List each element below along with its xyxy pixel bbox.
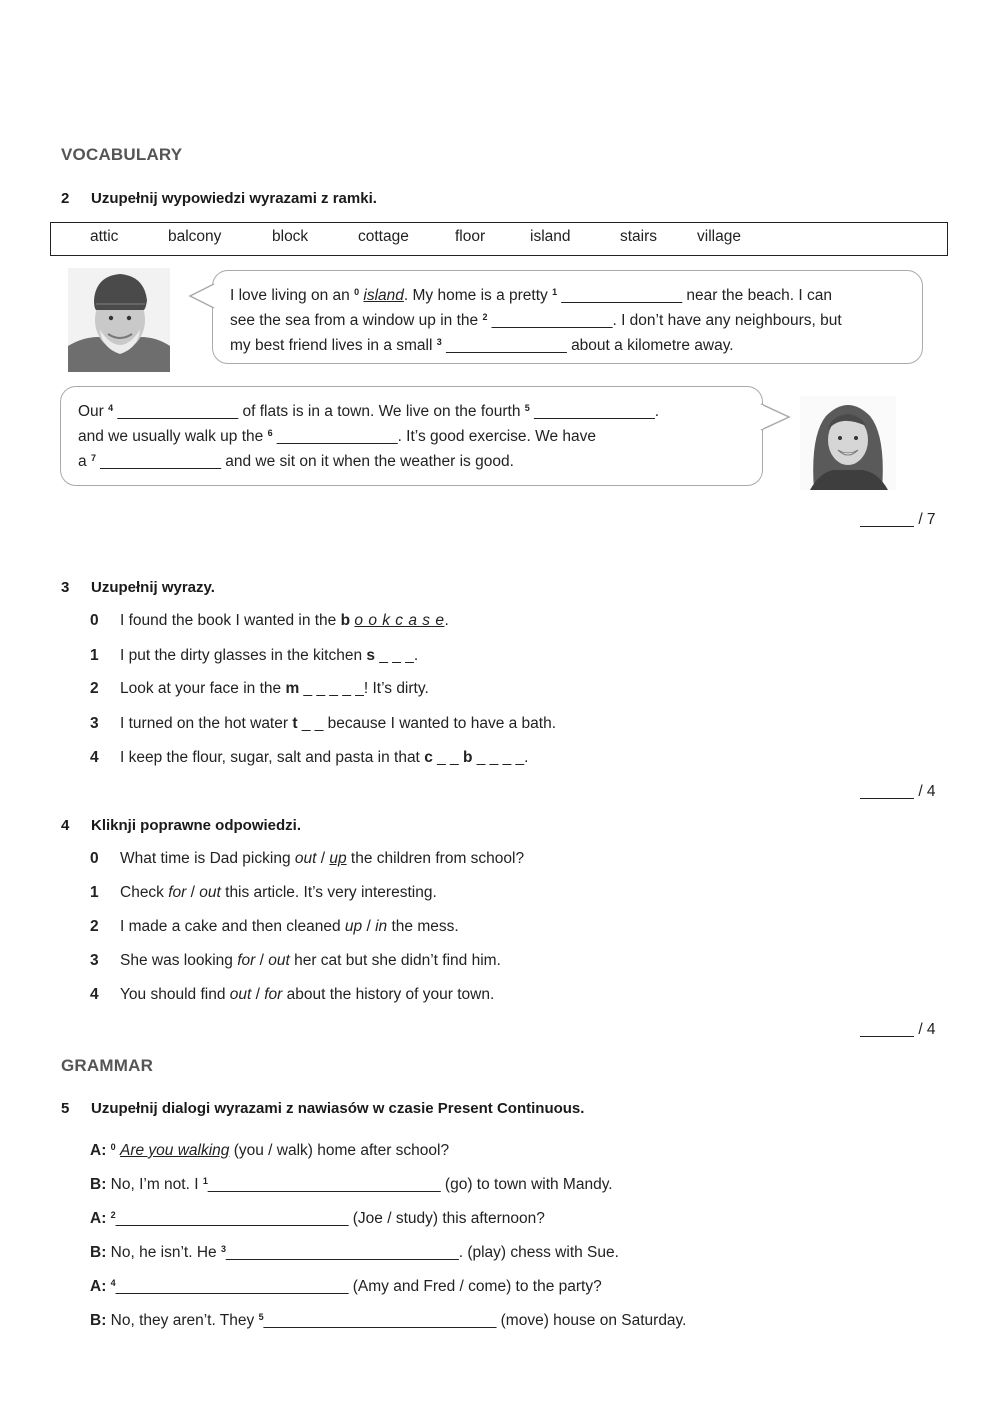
score-blank[interactable] — [860, 784, 914, 799]
dialogue-line-2[interactable]: A: $^2$___________________________ (Joe / study) this afternoon? — [90, 1210, 545, 1227]
word-box — [50, 222, 948, 256]
ex4-item-1: 1 Check for / out this article. It’s very interesting. — [90, 884, 437, 901]
word-box-item: stairs — [620, 228, 658, 245]
letter-gaps[interactable]: _ _ _ _. — [472, 749, 529, 766]
exercise-instruction: Uzupełnij dialogi wyrazami z nawiasów w czasie Present Continuous. — [91, 1100, 585, 1117]
exercise-number: 3 — [61, 579, 70, 596]
bubble-1-line-3: my best friend lives in a small $^3$ ______________ about a kilometre away. — [230, 337, 734, 354]
bubble-1-line-1: I love living on an $^0$ island. My home is a pretty $^1$ ______________ near the beach. I can — [230, 287, 833, 304]
exercise-5-title — [61, 1100, 584, 1117]
word-box-item: block — [272, 228, 309, 245]
dialogue-line-1[interactable]: B: No, I’m not. I $^1$___________________________ (go) to town with Mandy. — [90, 1176, 613, 1193]
word-box-item: floor — [455, 228, 486, 245]
ex3-item-2[interactable]: 2 Look at your face in the m _ _ _ _ _! It’s dirty. — [90, 680, 429, 697]
dialogue-line-3[interactable]: B: No, he isn’t. He $^3$___________________________. (play) chess with Sue. — [90, 1244, 619, 1261]
exercise-number: 5 — [61, 1100, 70, 1117]
example-answer: Are you walking — [120, 1142, 230, 1159]
gap-6[interactable]: ______________. It’s good exercise. We have — [272, 428, 597, 445]
gap-1[interactable]: ______________ near the beach. I can — [557, 287, 833, 304]
bubble-1-line-2: see the sea from a window up in the $^2$ ______________. I don’t have any neighbours, but — [230, 312, 842, 329]
bubble-2-line-2: and we usually walk up the $^6$ ______________. It’s good exercise. We have — [78, 428, 597, 445]
word-box-item: cottage — [358, 228, 409, 245]
option-a[interactable]: for — [237, 952, 256, 969]
example-answer: o o k c a s e — [354, 612, 445, 629]
letter-gaps[interactable]: _ _ _ _ _! It’s dirty. — [299, 680, 429, 697]
ex4-item-3: 3 She was looking for / out her cat but she didn’t find him. — [90, 952, 501, 969]
gap-5[interactable]: ______________. — [529, 403, 660, 420]
letter-gaps[interactable]: _ _ _. — [375, 647, 419, 664]
exercise-3-title — [61, 579, 215, 596]
word-box-item: island — [530, 228, 571, 245]
ex3-item-1[interactable]: 1 I put the dirty glasses in the kitchen s _ _ _. — [90, 647, 419, 664]
section-title-grammar: GRAMMAR — [61, 1056, 154, 1075]
word-box-item: village — [697, 228, 741, 245]
speech-bubble-2-tail — [759, 402, 791, 432]
photo-girl — [800, 396, 896, 490]
exercise-4-title — [61, 817, 301, 834]
exercise-instruction: Uzupełnij wypowiedzi wyrazami z ramki. — [91, 190, 377, 207]
score-blank[interactable] — [860, 512, 914, 527]
ex3-item-0: 0 I found the book I wanted in the b o o k c a s e. — [90, 612, 449, 629]
option-b-selected[interactable]: up — [329, 850, 347, 867]
letter-gaps[interactable]: _ _ because I wanted to have a bath. — [297, 715, 557, 732]
exercise-instruction: Uzupełnij wyrazy. — [91, 579, 215, 596]
option-a[interactable]: for — [168, 884, 187, 901]
bubble-2-line-3: a $^7$ ______________ and we sit on it when the weather is good. — [78, 453, 514, 470]
dialogue-line-0: A: $^0$ Are you walking (you / walk) home after school? — [90, 1142, 450, 1159]
score-ex2: / 7 — [860, 511, 936, 529]
option-b[interactable]: for — [264, 986, 283, 1003]
option-b[interactable]: in — [375, 918, 388, 935]
exercise-instruction: Kliknji poprawne odpowiedzi. — [91, 817, 302, 834]
option-a[interactable]: out — [294, 850, 317, 867]
option-b[interactable]: out — [199, 884, 221, 901]
gap-2[interactable]: ______________. I don’t have any neighbours, but — [487, 312, 842, 329]
gap-3[interactable]: ______________ about a kilometre away. — [441, 337, 734, 354]
exercise-2-title — [61, 190, 377, 207]
gap-7[interactable]: ______________ and we sit on it when the weather is good. — [95, 453, 514, 470]
speech-bubble-1-tail — [188, 282, 216, 310]
photo-older-man — [68, 268, 170, 372]
ex3-item-3[interactable]: 3 I turned on the hot water t _ _ because I wanted to have a bath. — [90, 715, 557, 732]
dialogue-line-5[interactable]: B: No, they aren’t. They $^5$___________________________ (move) house on Saturday. — [90, 1312, 687, 1329]
ex4-item-0: 0 What time is Dad picking out / up the children from school? — [90, 850, 525, 867]
word-box-item: attic — [90, 228, 119, 245]
bubble-2-line-1: Our $^4$ ______________ of flats is in a town. We live on the fourth $^5$ ______________. — [78, 403, 660, 420]
gap-4[interactable]: ______________ of flats is in a town. We live on the fourth — [113, 403, 525, 420]
score-blank[interactable] — [860, 1022, 914, 1037]
exercise-number: 4 — [61, 817, 70, 834]
option-a[interactable]: out — [229, 986, 252, 1003]
dialogue-line-4[interactable]: A: $^4$___________________________ (Amy and Fred / come) to the party? — [90, 1278, 602, 1295]
option-a[interactable]: up — [344, 918, 363, 935]
ex4-item-4: 4 You should find out / for about the history of your town. — [90, 986, 495, 1003]
option-b[interactable]: out — [268, 952, 290, 969]
section-title-vocabulary: VOCABULARY — [61, 145, 183, 164]
exercise-number: 2 — [61, 190, 70, 207]
ex3-item-4[interactable]: 4 I keep the flour, sugar, salt and pasta in that c _ _ b _ _ _ _. — [90, 749, 529, 766]
example-answer: island — [363, 287, 404, 304]
score-ex4: / 4 — [860, 1021, 936, 1039]
word-box-item: balcony — [168, 228, 222, 245]
score-ex3: / 4 — [860, 783, 936, 801]
ex4-item-2: 2 I made a cake and then cleaned up / in the mess. — [90, 918, 459, 935]
